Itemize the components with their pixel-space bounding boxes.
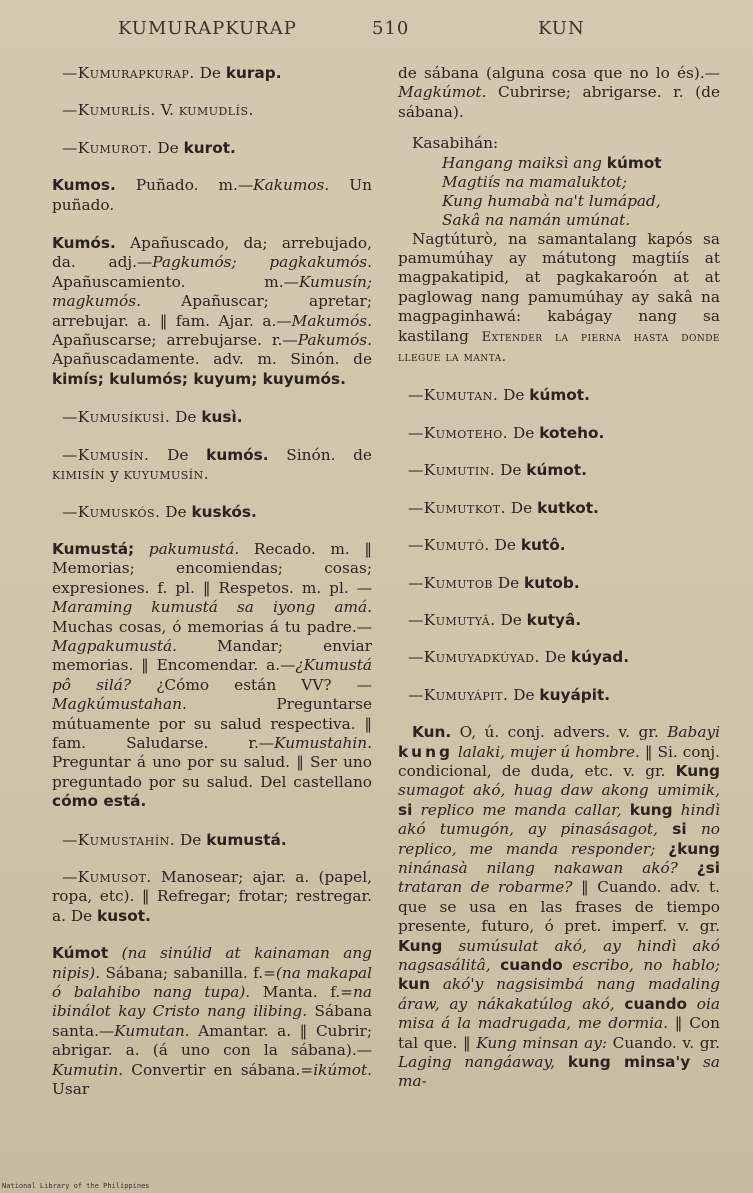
definition: Amantar. a. ‖ Cubrir; abrigar. a. (á uno con la sábana).— [52,1021,372,1060]
example: Magkúmustahan. [52,695,187,714]
xref-entry [398,424,720,443]
xref-de: De [199,64,221,82]
entry-kumos-2 [52,234,372,389]
xref-entry [52,503,372,522]
example: (na makapal ó balahibo nang tupa). [52,963,372,1002]
verse-line: Kung humabà na't lumápad, [442,191,661,210]
definition: ¿Cómo están VV? — [156,675,372,694]
synonym: kuyumusín. [123,465,210,484]
library-credit: National Library of the Philippines [2,1182,150,1190]
example: Magpakumustá. [52,636,177,655]
page-number: 510 [372,18,410,39]
xref-de: De [157,138,179,157]
example: Kumutan. [114,1021,190,1040]
entry-continuation [398,64,720,122]
xref-term: —Kumutkot. [408,498,507,517]
definition: Manosear; ajar. a. (papel, ropa, etc). ‖ Refregar; frotar; restregar. a. De [52,868,372,925]
definition: Sábana santa.— [52,1002,372,1040]
xref-target: kusot. [97,906,151,925]
xref-target: kutyâ. [526,610,582,629]
xref-de: De [165,502,187,521]
xref-target: kurot. [183,138,236,157]
etymology: cómo está. [52,792,147,811]
xref-entry [52,64,372,83]
header-left-guideword: KUMURAPKURAP [118,18,297,39]
right-column [398,64,720,1111]
xref-target: kúyad. [570,648,630,667]
xref-term: —Kumutô. [408,536,490,555]
xref-target: kutkot. [537,498,599,517]
entry-kumos [52,176,372,215]
example: na ibinálot kay Cristo nang ilibing. [52,983,372,1021]
xref-entry [52,408,372,427]
synonym: kimisín [52,465,106,484]
example: Pakumós. [297,331,372,350]
xref-de: De [513,685,535,704]
example: (na sinúlid at kainaman ang nipis). [52,944,372,982]
definition: Muchas cosas, ó memorias á tu padre.— [52,617,372,636]
definition: Puñado. m.— [135,176,254,195]
example: ¿Kumustá pô silá? [52,656,372,694]
verse-line: Magtiís na mamaluktot; [442,172,627,191]
xref-entry [52,446,372,485]
entry-kumusta [52,540,372,812]
definition: Apañuscarse; arrebujarse. r.— [52,331,298,350]
xref-entry [52,101,372,120]
example: Magkúmot. [398,83,487,102]
xref-de: De [180,830,202,849]
definition: Apañuscadamente. adv. m. Sinón. de [52,350,372,369]
synonyms: kimís; kulumós; kuyum; kuyumós. [52,369,346,388]
example: Kakumos. [253,176,330,195]
xref-entry [52,831,372,850]
xref-term: —Kumutan. [408,386,499,405]
verse-line: Hangang maiksì ang kúmot [442,153,662,172]
entry-kun: Kun. O, ú. conj. advers. v. gr. Babayi kung lalaki, mujer ú hombre. ‖ Si. conj. condicional, de duda, etc. v. gr. Kung sumagot akó, huag daw akong umimik, si replico me manda callar, kung hindì akó tumugón, ay pinasásagot, si no replico, me manda responder; ¿kung ninánasà nilang nakawan akó? ¿si trataran de robarme? ‖ Cuando. adv. t. que se usa en las frases de tiempo presente, futuro, ó pret. imperf. v. gr. Kung sumúsulat akó, ay hindì akó nagsasálitâ, cuando escribo, no hablo; kun akó'y nagsisimbá nang madaling áraw, ay nákakatúlog akó, cuando oia misa á la madrugada, me dormia. ‖ Con tal que. ‖ Kung minsan ay: Cuando. v. gr. Laging nangáaway, kung minsa'y sa ma- [398,723,721,1091]
xref-de: De [167,445,189,464]
xref-term: —Kumurlís. [62,101,156,120]
definition: de sábana (alguna cosa que no lo és).— [398,64,720,82]
xref-target: kuyápit. [539,685,611,704]
xref-entry [398,536,720,555]
xref-target: kutob. [524,573,580,592]
header-right-guideword: KUN [538,18,585,39]
definition: Apañuscar; apretar; arrebujar. a. ‖ fam. Ajar. a.— [52,292,372,330]
example: Pagkumós; pagkakumós. [152,253,372,272]
xref-term: —Kumutob [408,573,493,592]
example: ikúmot. [313,1060,372,1079]
verse-line: Sakâ na namán umúnat. [442,210,631,229]
xref-entry [398,461,720,480]
xref-de: De [500,610,522,629]
headword: Kumós. [52,234,116,253]
example: Kumusín; magkumós. [52,272,372,311]
xref-target: kutô. [520,536,566,555]
xref-de: De [494,536,516,555]
xref-term: —Kumuskós. [62,502,161,521]
xref-term: —Kumoteho. [408,423,509,442]
xref-de: De [503,386,525,405]
definition: Mandar; enviar memorias. ‖ Encomendar. a.— [52,636,372,675]
xref-de: De [513,423,535,442]
xref-entry [398,648,720,667]
xref-entry [398,611,720,630]
xref-term: —Kumustahín. [62,830,176,849]
xref-term: —Kumutin. [408,461,496,480]
xref-entry [398,686,720,705]
xref-target: kusì. [201,408,243,427]
definition: Manta. f.= [262,983,353,1002]
xref-target: kumustá. [206,830,287,849]
xref-de: De [175,408,197,427]
xref-v: V. [160,101,174,120]
xref-entry [398,574,720,593]
headword: Kumustá; [52,539,135,558]
xref-term: —Kumuyadkúyad. [408,648,540,667]
definition: Un puñado. [52,176,372,214]
left-column [52,64,372,1118]
definition: Convertir en sábana.= [131,1060,314,1079]
xref-term: —Kumuyápit. [408,685,509,704]
entry-kumot [52,944,372,1099]
example: Kumutin. [52,1060,124,1079]
xref-target: kúmot. [529,386,590,405]
definition: Sábana; sabanilla. f.= [105,963,276,982]
xref-de: De [544,648,567,667]
kasabihan-block [398,134,720,367]
xref-target: kuskós. [191,502,257,521]
xref-term: —Kumutyâ. [408,610,496,629]
conjunction: y [110,465,119,484]
kasabihan-label: Kasabihán: [412,134,499,153]
xref-list [398,386,720,705]
definition: Preguntar á uno por su salud. ‖ Ser uno preguntado por su salud. Del castellano [52,753,372,791]
xref-term: —Kumurapkurap. [62,64,195,82]
xref-target: koteho. [539,423,605,442]
running-header [0,18,753,48]
xref-target: kúmot. [526,461,587,480]
xref-target: kumudlís. [178,101,254,120]
headword: Kumos. [52,176,116,195]
xref-entry [398,386,720,405]
xref-term: —Kumusíkusì. [62,408,171,427]
definition: Usar [52,1080,90,1099]
xref-target: kurap. [225,64,282,82]
xref-entry [52,868,372,926]
xref-entry [398,499,720,518]
definition: Apañuscamiento. m.— [52,272,299,291]
example: Makumós. [291,311,372,330]
definition: Sinón. de [286,445,372,464]
xref-target: kumós. [206,445,269,464]
definition: Preguntarse mútuamente por su salud respectiva. ‖ fam. Saludarse. r.— [52,695,372,752]
variant: pakumustá. [148,539,240,558]
xref-term: —Kumusín. [62,445,150,464]
kasabihan-explanation: Nagtúturò, na samantalang kapós sa pamumúhay ay mátutong magtiís at magpakatipid, at pagkakaroón at at paglowag nang pamumúhay ay sakâ na magpaginhawá: kabágay nang sa kastilang Extender la pierna hasta donde llegue la manta. [398,229,720,366]
definition: Apañuscado, da; arrebujado, da. adj.— [52,234,372,272]
headword: Kun. [412,723,452,742]
example: Kumustahin. [274,733,372,752]
xref-term: —Kumurot. [62,138,153,157]
definition: Cubrirse; abrigarse. r. (de sábana). [398,83,720,121]
example: Maraming kumustá sa iyong amá. [52,598,372,617]
headword: Kúmot [52,944,109,963]
definition: Recado. m. ‖ Memorias; encomiendas; cosas; expresiones. f. pl. ‖ Respetos. m. pl. — [52,539,372,597]
xref-de: De [510,498,533,517]
xref-entry [52,139,372,158]
xref-de: De [500,461,522,480]
xref-de: De [497,573,520,592]
xref-term: —Kumusot. [62,868,152,886]
